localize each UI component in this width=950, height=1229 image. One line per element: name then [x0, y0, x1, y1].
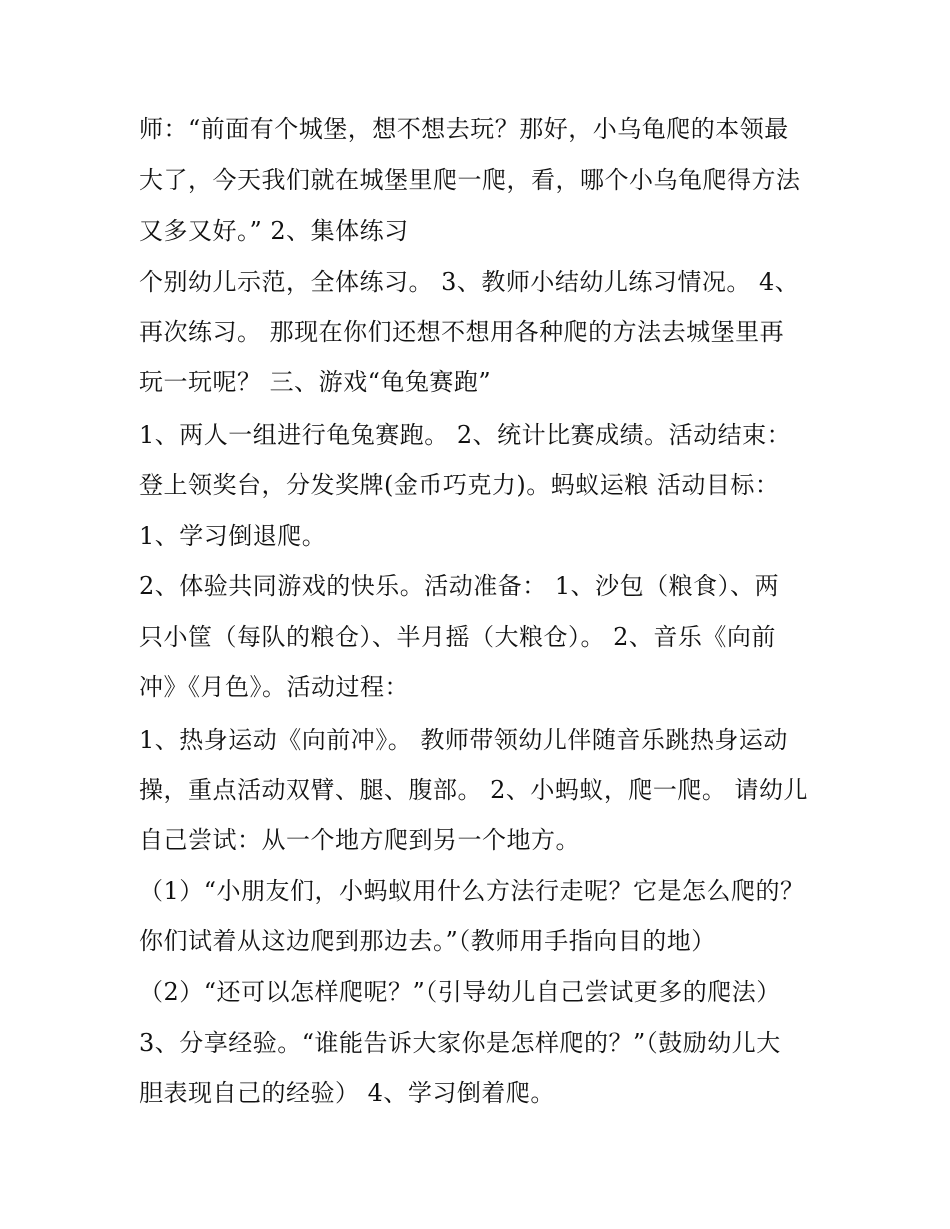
text-line: 冲》《月色》。活动过程：: [139, 673, 409, 701]
text-line: 只小筐（每队的粮仓）、半月摇（大粮仓）。 2、音乐《向前: [139, 623, 776, 651]
text-line: 又多又好。” 2、集体练习: [139, 217, 409, 245]
text-line: 胆表现自己的经验） 4、学习倒着爬。: [139, 1079, 555, 1107]
text-line: 1、两人一组进行龟兔赛跑。 2、统计比赛成绩。活动结束：: [139, 421, 792, 449]
text-line: 操，重点活动双臂、腿、腹部。 2、小蚂蚁，爬一爬。 请幼儿: [139, 776, 809, 804]
text-line: 2、体验共同游戏的快乐。活动准备： 1、沙包（粮食）、两: [139, 572, 780, 600]
text-line: 登上领奖台，分发奖牌(金币巧克力)。蚂蚁运粮 活动目标：: [139, 471, 780, 499]
text-line: 1、学习倒退爬。: [139, 522, 327, 550]
text-line: 你们试着从这边爬到那边去。”（教师用手指向目的地）: [139, 927, 716, 955]
text-line: 玩一玩呢？ 三、游戏“龟兔赛跑”: [139, 368, 492, 396]
text-line: 自己尝试：从一个地方爬到另一个地方。: [139, 826, 580, 854]
text-line: 大了，今天我们就在城堡里爬一爬，看，哪个小乌龟爬得方法: [139, 166, 801, 194]
text-line: 1、热身运动《向前冲》。 教师带领幼儿伴随音乐跳热身运动: [139, 726, 788, 754]
text-line: （2）“还可以怎样爬呢？”（引导幼儿自己尝试更多的爬法）: [139, 978, 781, 1006]
text-line: 再次练习。 那现在你们还想不想用各种爬的方法去城堡里再: [139, 318, 785, 346]
text-line: 个别幼儿示范，全体练习。 3、教师小结幼儿练习情况。 4、: [139, 268, 800, 296]
text-line: （1）“小朋友们，小蚂蚁用什么方法行走呢？它是怎么爬的？: [139, 877, 805, 905]
text-line: 师：“前面有个城堡，想不想去玩？那好，小乌龟爬的本领最: [139, 115, 789, 143]
text-line: 3、分享经验。“谁能告诉大家你是怎样爬的？”（鼓励幼儿大: [139, 1029, 781, 1057]
